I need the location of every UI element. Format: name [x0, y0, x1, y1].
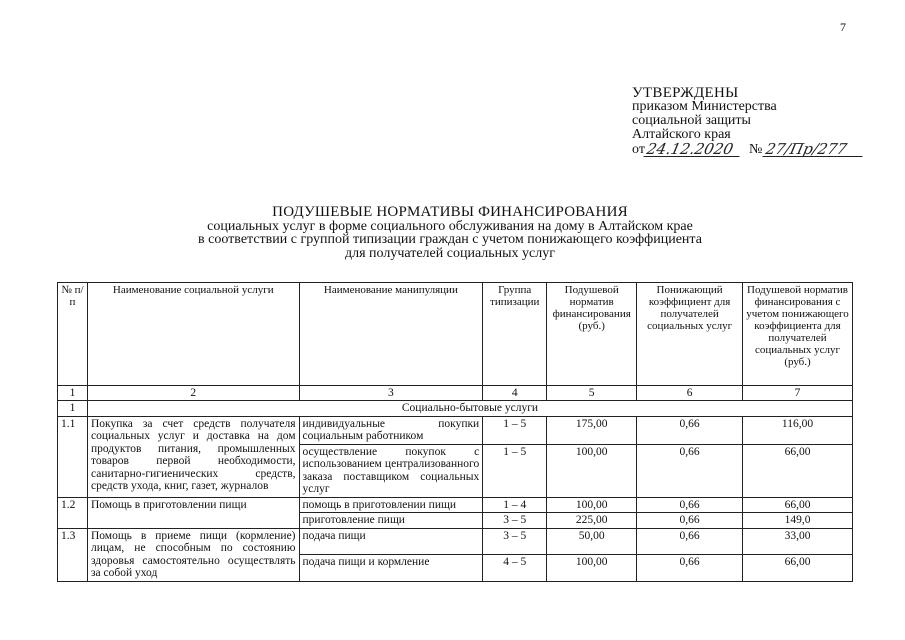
result-cell: 66,00 — [743, 497, 853, 513]
manipulation-name: помощь в приготовлении пищи — [299, 497, 483, 513]
header-cell: Понижающий коэффициент для получателей социальных услуг — [637, 283, 743, 386]
coef-cell: 0,66 — [637, 497, 743, 513]
date-prefix: от — [632, 142, 645, 157]
section-title: Социально-бытовые услуги — [87, 401, 852, 417]
result-cell: 33,00 — [743, 528, 853, 555]
manipulation-name: индивидуальные покупки социальным работником — [299, 416, 483, 444]
norm-cell: 100,00 — [547, 497, 637, 513]
result-cell: 66,00 — [743, 555, 853, 582]
header-cell: Подушевой норматив финансирования (руб.) — [547, 283, 637, 386]
header-cell: Наименование социальной услуги — [87, 283, 299, 386]
approval-stamp — [632, 86, 864, 157]
group-cell: 4 – 5 — [483, 555, 547, 582]
column-number: 7 — [743, 386, 853, 401]
number-prefix: № — [748, 142, 763, 157]
section-number: 1 — [58, 401, 88, 417]
coef-cell: 0,66 — [637, 513, 743, 529]
coef-cell: 0,66 — [637, 528, 743, 555]
header-cell: Подушевой норматив финансирования с учетом понижающего коэффициента для получателей социальных услуг (руб.) — [743, 283, 853, 386]
manipulation-name: приготовление пищи — [299, 513, 483, 529]
group-cell: 3 – 5 — [483, 513, 547, 529]
header-cell: Наименование манипуляции — [299, 283, 483, 386]
item-number: 1.3 — [58, 528, 88, 581]
manipulation-name: подача пищи — [299, 528, 483, 555]
norm-cell: 50,00 — [547, 528, 637, 555]
norm-cell: 175,00 — [547, 416, 637, 444]
service-name: Помощь в приготовлении пищи — [87, 497, 299, 528]
coef-cell: 0,66 — [637, 555, 743, 582]
table-row — [58, 416, 853, 444]
result-cell: 116,00 — [743, 416, 853, 444]
manipulation-name: осуществление покупок с использованием централизованного заказа поставщиком социальных услуг — [299, 444, 483, 497]
group-cell: 1 – 4 — [483, 497, 547, 513]
approval-date-number — [632, 142, 864, 157]
item-number: 1.2 — [58, 497, 88, 528]
column-number: 6 — [637, 386, 743, 401]
service-name: Покупка за счет средств получателя социальных услуг и доставка на дом продуктов питания, промышленных товаров первой необходимости, санитарно-гигиенических средств, средств ухода, книг, газет, журналов — [87, 416, 299, 497]
service-name: Помощь в приеме пищи (кормление) лицам, не способным по состоянию здоровья самостоятельно осуществлять за собой уход — [87, 528, 299, 581]
manipulation-name: подача пищи и кормление — [299, 555, 483, 582]
result-cell: 149,0 — [743, 513, 853, 529]
title-line: в соответствии с группой типизации граждан с учетом понижающего коэффициента — [198, 232, 702, 247]
header-cell: Группа типизации — [483, 283, 547, 386]
coef-cell: 0,66 — [637, 444, 743, 497]
result-cell: 66,00 — [743, 444, 853, 497]
column-number: 5 — [547, 386, 637, 401]
table-header-row — [58, 283, 853, 386]
column-number: 4 — [483, 386, 547, 401]
group-cell: 1 – 5 — [483, 444, 547, 497]
page-number: 7 — [840, 20, 846, 34]
column-number: 1 — [58, 386, 88, 401]
table-row — [58, 497, 853, 513]
group-cell: 3 – 5 — [483, 528, 547, 555]
norm-cell: 225,00 — [547, 513, 637, 529]
handwritten-date: 24.12.2020 — [643, 142, 742, 157]
norm-cell: 100,00 — [547, 444, 637, 497]
norm-cell: 100,00 — [547, 555, 637, 582]
coef-cell: 0,66 — [637, 416, 743, 444]
group-cell: 1 – 5 — [483, 416, 547, 444]
approval-line: социальной защиты — [632, 113, 751, 128]
item-number: 1.1 — [58, 416, 88, 497]
title-line: для получателей социальных услуг — [344, 245, 555, 261]
table-row — [58, 528, 853, 555]
column-number: 2 — [87, 386, 299, 401]
approval-line: Алтайского края — [632, 127, 731, 142]
column-number: 3 — [299, 386, 483, 401]
document-title — [120, 206, 780, 260]
column-number-row — [58, 386, 853, 401]
handwritten-number: 27/Пр/277 — [763, 142, 866, 157]
approval-heading: УТВЕРЖДЕНЫ — [632, 85, 739, 101]
approval-line: приказом Министерства — [632, 99, 777, 114]
financing-table — [57, 282, 853, 582]
header-cell: № п/п — [58, 283, 88, 386]
title-line: ПОДУШЕВЫЕ НОРМАТИВЫ ФИНАНСИРОВАНИЯ — [272, 204, 628, 220]
section-row — [58, 401, 853, 417]
title-line: социальных услуг в форме социального обслуживания на дому в Алтайском крае — [207, 218, 693, 234]
